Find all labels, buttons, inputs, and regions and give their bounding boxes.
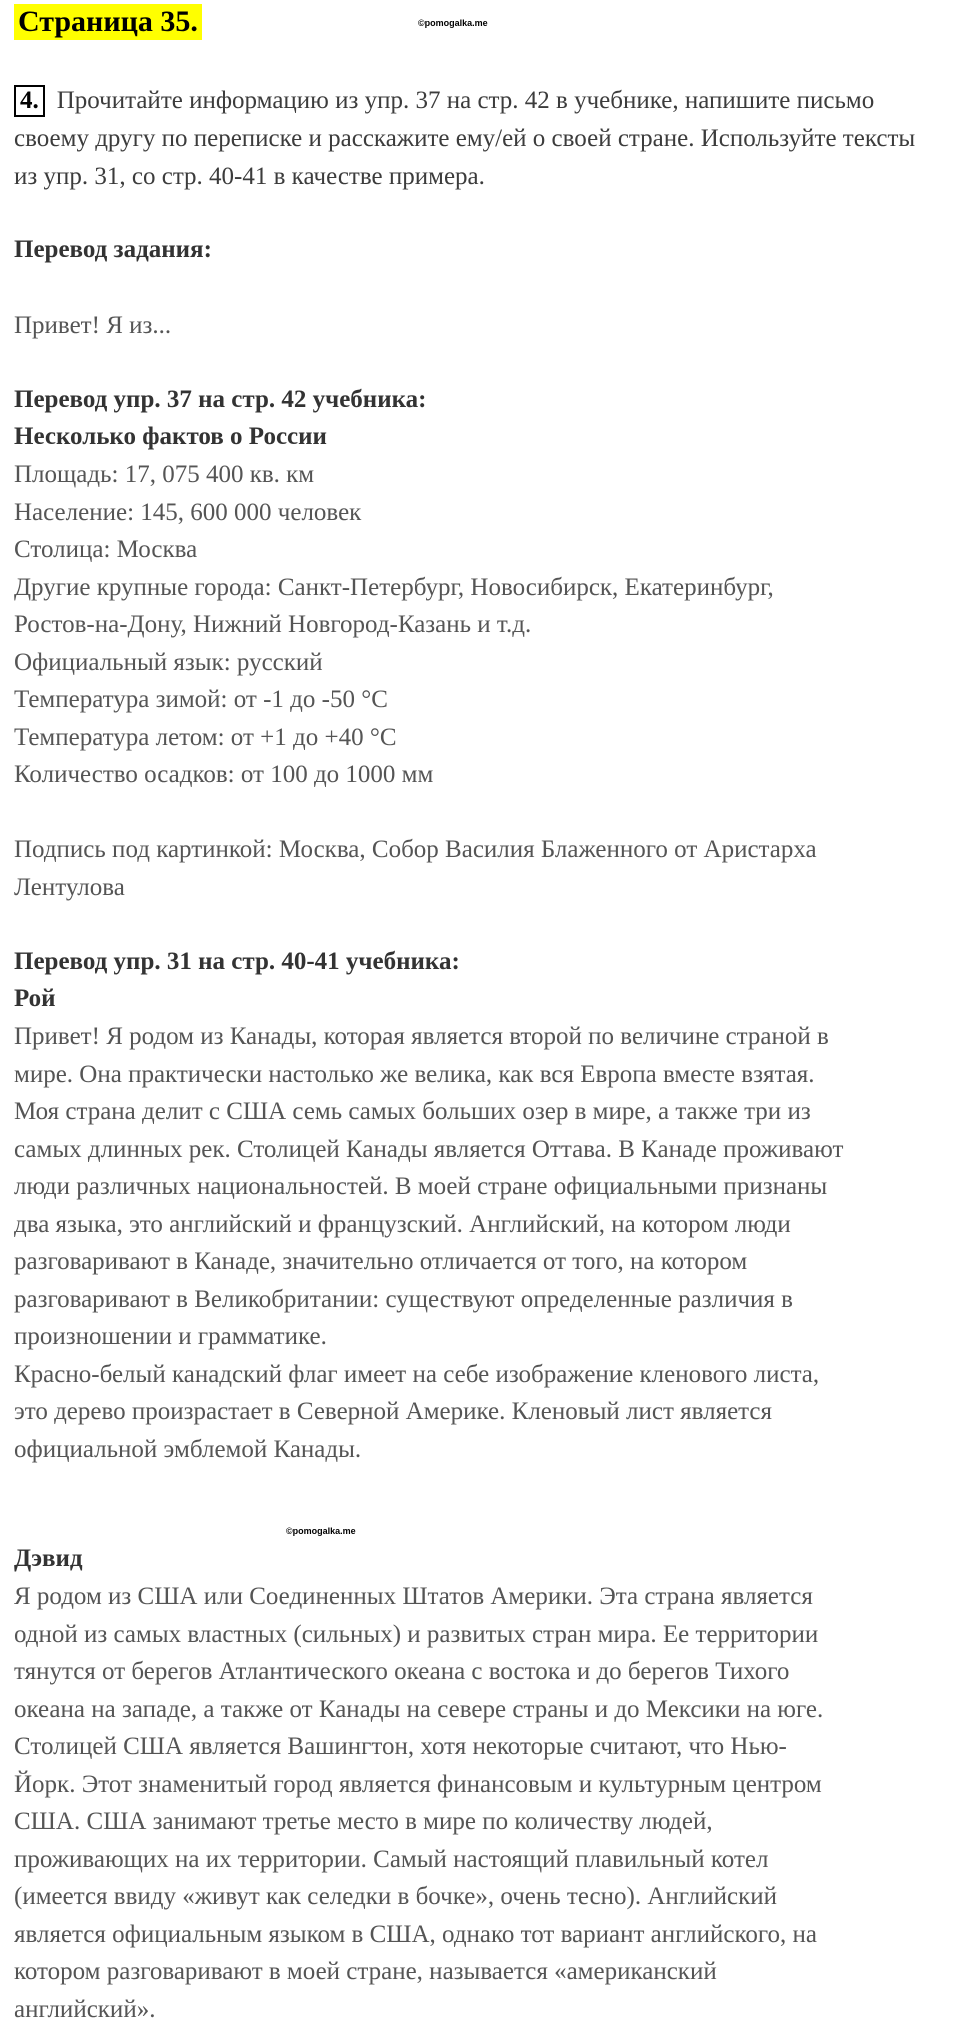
ex37-heading: Перевод упр. 37 на стр. 42 учебника: [14, 382, 426, 418]
fact-line: Столица: Москва [14, 531, 774, 569]
letter-line: США. США занимают третье место в мире по количеству людей, [14, 1803, 823, 1841]
fact-line: Другие крупные города: Санкт-Петербург, Новосибирск, Екатеринбург, [14, 569, 774, 607]
letter-line: является официальным языком в США, однако тот вариант английского, на [14, 1916, 823, 1954]
letter-line: мире. Она практически настолько же велика, как вся Европа вместе взятая. [14, 1056, 843, 1094]
letter-line: два языка, это английский и французский. Английский, на котором люди [14, 1206, 843, 1244]
letter-line: тянутся от берегов Атлантического океана с востока и до берегов Тихого [14, 1653, 823, 1691]
letter-line: Моя страна делит с США семь самых больших озер в мире, а также три из [14, 1093, 843, 1131]
letter-line: проживающих на их территории. Самый настоящий плавильный котел [14, 1841, 823, 1879]
fact-line: Площадь: 17, 075 400 кв. км [14, 456, 774, 494]
caption-line: Подпись под картинкой: Москва, Собор Василия Блаженного от Аристарха [14, 831, 817, 869]
page-title: Страница 35. [14, 4, 202, 40]
task-number: 4. [14, 85, 45, 117]
watermark: ©pomogalka.me [418, 18, 488, 28]
task-block [14, 82, 944, 196]
letter-line: разговаривают в Канаде, значительно отличается от того, на котором [14, 1243, 843, 1281]
letter-line: это дерево произрастает в Северной Америке. Кленовый лист является [14, 1393, 843, 1431]
letter-line: Столицей США является Вашингтон, хотя некоторые считают, что Нью- [14, 1728, 823, 1766]
letter-line: (имеется ввиду «живут как селедки в бочке», очень тесно). Английский [14, 1878, 823, 1916]
letter-line: официальной эмблемой Канады. [14, 1431, 843, 1469]
david-letter [14, 1578, 823, 2028]
letter-line: Привет! Я родом из Канады, которая является второй по величине страной в [14, 1018, 843, 1056]
letter-line: произношении и грамматике. [14, 1318, 843, 1356]
translation-text: Привет! Я из... [14, 307, 171, 345]
fact-line: Температура зимой: от -1 до -50 °C [14, 681, 774, 719]
watermark: ©pomogalka.me [286, 1526, 356, 1536]
ex37-subheading: Несколько фактов о России [14, 419, 327, 455]
task-text: Прочитайте информацию из упр. 37 на стр. 42 в учебнике, напишите письмо своему другу по переписке и расскажите ему/ей о своей стране. Используйте тексты из упр. 31, со стр. 40-41 в качестве примера. [14, 87, 915, 190]
roy-letter [14, 1018, 843, 1468]
letter-line: Йорк. Этот знаменитый город является финансовым и культурным центром [14, 1766, 823, 1804]
letter-line: одной из самых властных (сильных) и развитых стран мира. Ее территории [14, 1616, 823, 1654]
letter-line: люди различных национальностей. В моей стране официальными признаны [14, 1168, 843, 1206]
russia-facts-list [14, 456, 774, 794]
david-name: Дэвид [14, 1541, 83, 1577]
letter-line: Красно-белый канадский флаг имеет на себе изображение кленового листа, [14, 1356, 843, 1394]
letter-line: океана на западе, а также от Канады на севере страны и до Мексики на юге. [14, 1691, 823, 1729]
letter-line: разговаривают в Великобритании: существуют определенные различия в [14, 1281, 843, 1319]
fact-line: Население: 145, 600 000 человек [14, 494, 774, 532]
fact-line: Количество осадков: от 100 до 1000 мм [14, 756, 774, 794]
letter-line: Я родом из США или Соединенных Штатов Америки. Эта страна является [14, 1578, 823, 1616]
letter-line: английский». [14, 1991, 823, 2028]
ex31-heading: Перевод упр. 31 на стр. 40-41 учебника: [14, 944, 460, 980]
letter-line: котором разговаривают в моей стране, называется «американский [14, 1953, 823, 1991]
fact-line: Официальный язык: русский [14, 644, 774, 682]
roy-name: Рой [14, 981, 56, 1017]
picture-caption [14, 831, 817, 906]
fact-line: Ростов-на-Дону, Нижний Новгород-Казань и т.д. [14, 606, 774, 644]
fact-line: Температура летом: от +1 до +40 °C [14, 719, 774, 757]
letter-line: самых длинных рек. Столицей Канады является Оттава. В Канаде проживают [14, 1131, 843, 1169]
translation-heading: Перевод задания: [14, 232, 212, 268]
caption-line: Лентулова [14, 869, 817, 907]
